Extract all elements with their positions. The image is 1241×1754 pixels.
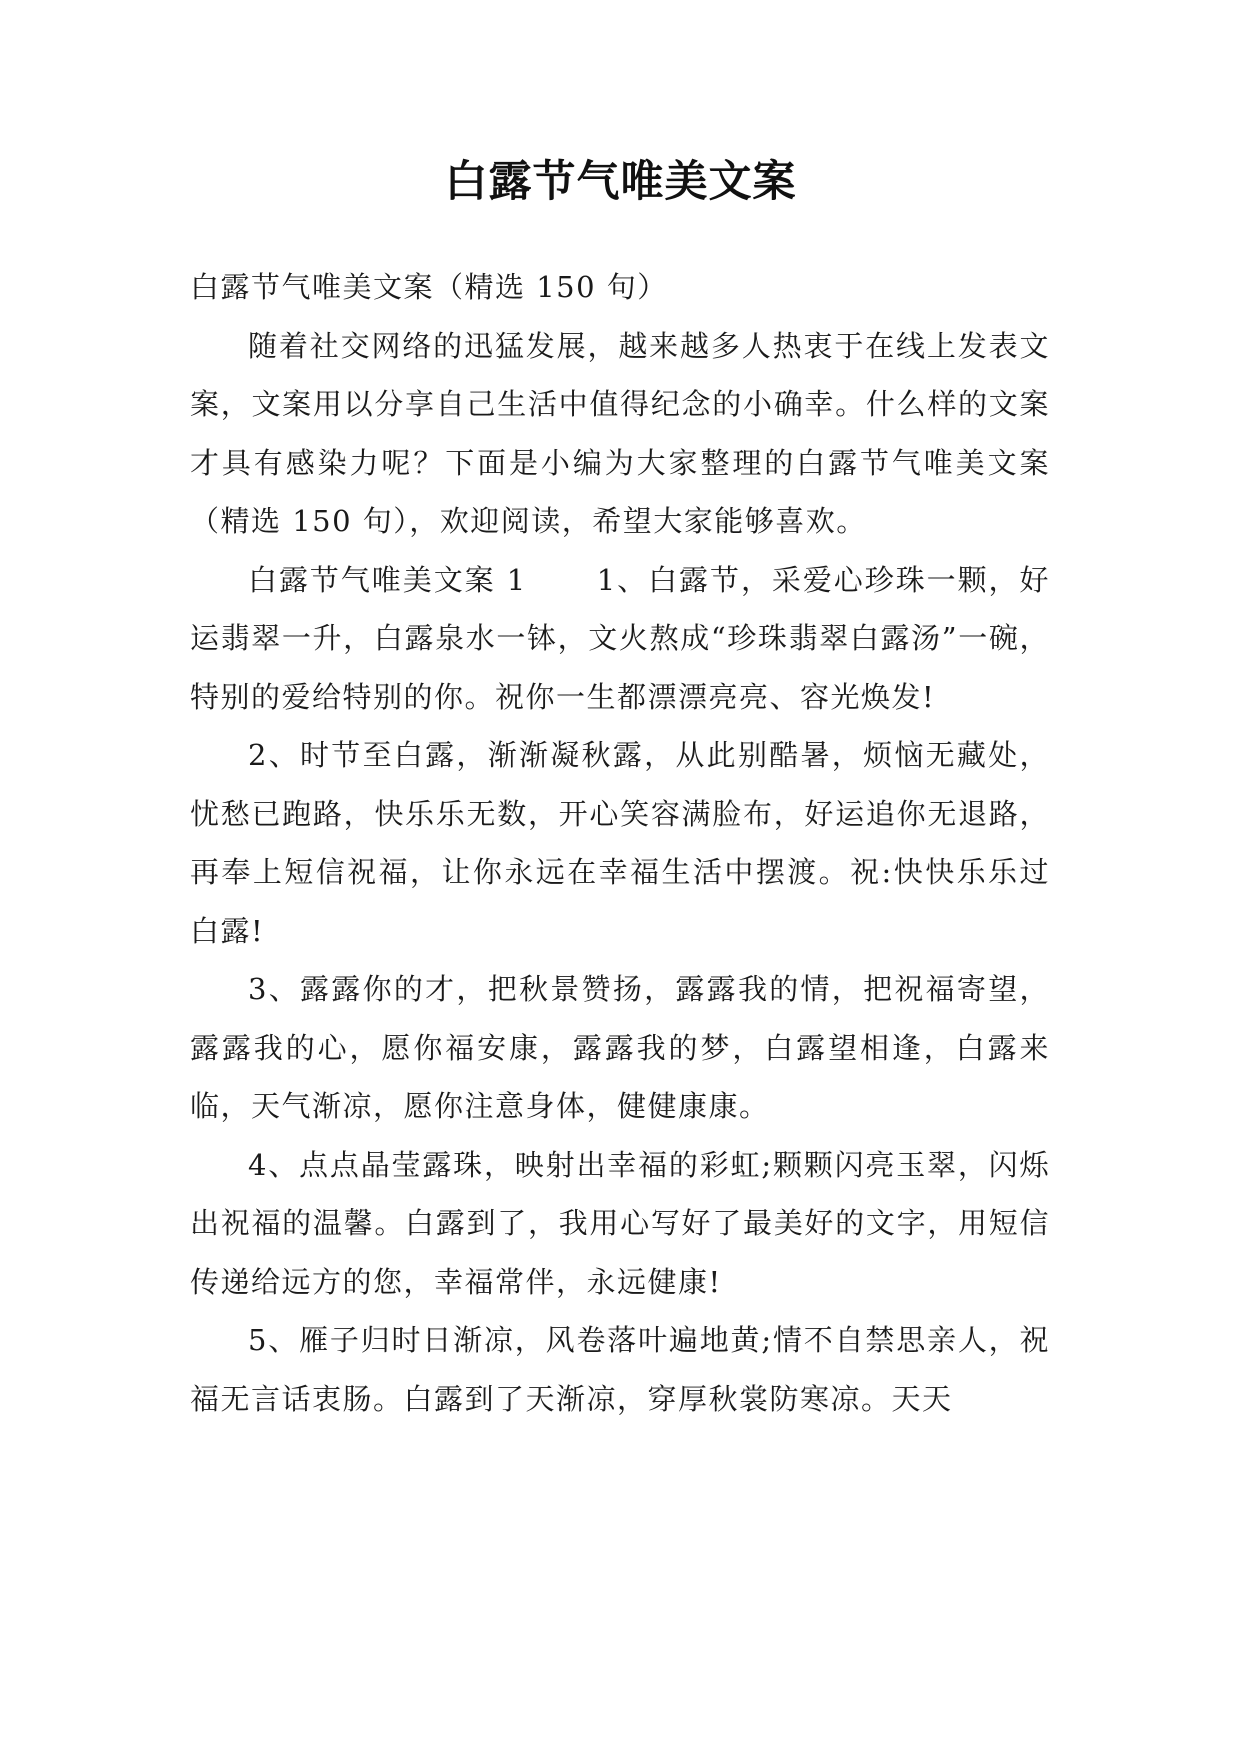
section-paragraph-1: [190, 551, 1050, 727]
list-item-3: 3、露露你的才，把秋景赞扬，露露我的情，把祝福寄望，露露我的心，愿你福安康，露露我的梦，白露望相逢，白露来临，天气渐凉，愿你注意身体，健健康康。: [190, 972, 1050, 1123]
document-subtitle: 白露节气唯美文案（精选 150 句）: [190, 270, 668, 304]
list-item-5: 5、雁子归时日渐凉，风卷落叶遍地黄;情不自禁思亲人，祝福无言话衷肠。白露到了天渐凉，穿厚秋裳防寒凉。天天: [190, 1323, 1050, 1416]
list-item-1: 1、白露节，采爱心珍珠一颗，好运翡翠一升，白露泉水一钵，文火熬成“珍珠翡翠白露汤”一碗，特别的爱给特别的你。祝你一生都漂漂亮亮、容光焕发!: [190, 562, 1051, 714]
section-heading: 白露节气唯美文案 1: [248, 562, 527, 597]
document-body: [190, 258, 1050, 1428]
document-title: 白露节气唯美文案: [444, 157, 797, 207]
list-item-4: 4、点点晶莹露珠，映射出幸福的彩虹;颗颗闪亮玉翠，闪烁出祝福的温馨。白露到了，我用心写好了最美好的文字，用短信传递给远方的您，幸福常伴，永远健康!: [190, 1147, 1050, 1299]
intro-paragraph: 随着社交网络的迅猛发展，越来越多人热衷于在线上发表文案，文案用以分享自己生活中值得纪念的小确幸。什么样的文案才具有感染力呢？下面是小编为大家整理的白露节气唯美文案（精选 150 句），欢迎阅读，希望大家能够喜欢。: [190, 328, 1050, 538]
list-item-2: 2、时节至白露，渐渐凝秋露，从此别酷暑，烦恼无藏处，忧愁已跑路，快乐乐无数，开心笑容满脸布，好运追你无退路，再奉上短信祝福，让你永远在幸福生活中摆渡。祝:快快乐乐过白露!: [190, 738, 1050, 948]
